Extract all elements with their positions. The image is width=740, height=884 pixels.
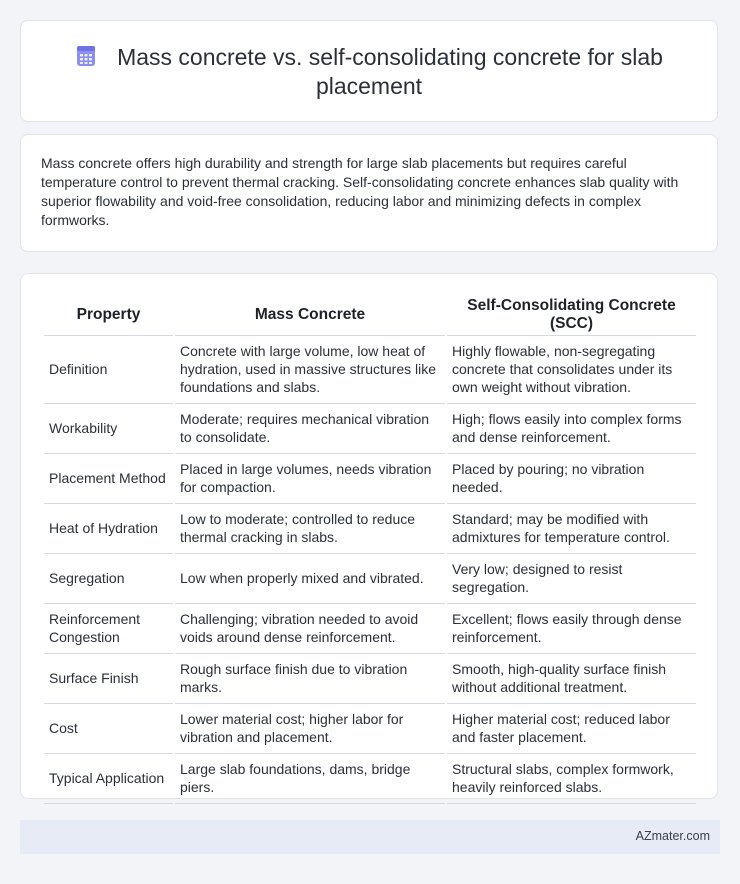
cell-mass: Low when properly mixed and vibrated. [175,554,445,604]
header-mass-concrete: Mass Concrete [175,294,445,336]
header-property: Property [44,294,173,336]
cell-scc: Highly flowable, non-segregating concrete that consolidates under its own weight without vibration. [447,336,696,404]
cell-property: Reinforcement Congestion [44,604,173,654]
cell-scc: High; flows easily into complex forms and dense reinforcement. [447,404,696,454]
cell-scc: Standard; may be modified with admixtures for temperature control. [447,504,696,554]
intro-paragraph: Mass concrete offers high durability and strength for large slab placements but requires careful temperature control to prevent thermal cracking. Self-consolidating concrete enhances slab quality with superior flowability and void-free consolidation, reducing labor and minimizing defects in complex formworks. [41,155,679,228]
cell-mass: Low to moderate; controlled to reduce thermal cracking in slabs. [175,504,445,554]
footer-bar [20,820,720,854]
table-row [44,504,696,554]
page-title-block [61,43,677,101]
cell-property: Typical Application [44,754,173,804]
cell-property: Workability [44,404,173,454]
table-row [44,604,696,654]
table-row [44,454,696,504]
cell-property: Definition [44,336,173,404]
cell-property: Cost [44,704,173,754]
cell-mass: Lower material cost; higher labor for vibration and placement. [175,704,445,754]
page-title: Mass concrete vs. self-consolidating concrete for slab placement [117,44,663,99]
cell-scc: Excellent; flows easily through dense reinforcement. [447,604,696,654]
title-card [20,20,718,122]
header-scc: Self-Consolidating Concrete (SCC) [447,294,696,336]
cell-scc: Higher material cost; reduced labor and faster placement. [447,704,696,754]
comparison-card [20,273,718,799]
table-row [44,704,696,754]
table-row [44,336,696,404]
cell-scc: Placed by pouring; no vibration needed. [447,454,696,504]
intro-card [20,134,718,252]
cell-mass: Large slab foundations, dams, bridge piers. [175,754,445,804]
comparison-table [42,294,698,804]
cell-mass: Rough surface finish due to vibration marks. [175,654,445,704]
cell-mass: Concrete with large volume, low heat of hydration, used in massive structures like foundations and slabs. [175,336,445,404]
cell-scc: Smooth, high-quality surface finish without additional treatment. [447,654,696,704]
table-row [44,754,696,804]
cell-scc: Structural slabs, complex formwork, heavily reinforced slabs. [447,754,696,804]
cell-property: Heat of Hydration [44,504,173,554]
cell-mass: Moderate; requires mechanical vibration to consolidate. [175,404,445,454]
cell-mass: Challenging; vibration needed to avoid voids around dense reinforcement. [175,604,445,654]
footer-brand: AZmater.com [635,829,710,843]
cell-scc: Very low; designed to resist segregation. [447,554,696,604]
cell-property: Placement Method [44,454,173,504]
table-row [44,554,696,604]
cell-property: Surface Finish [44,654,173,704]
spreadsheet-icon [75,45,97,67]
table-row [44,404,696,454]
cell-mass: Placed in large volumes, needs vibration for compaction. [175,454,445,504]
cell-property: Segregation [44,554,173,604]
table-row [44,654,696,704]
table-header-row [44,294,696,336]
